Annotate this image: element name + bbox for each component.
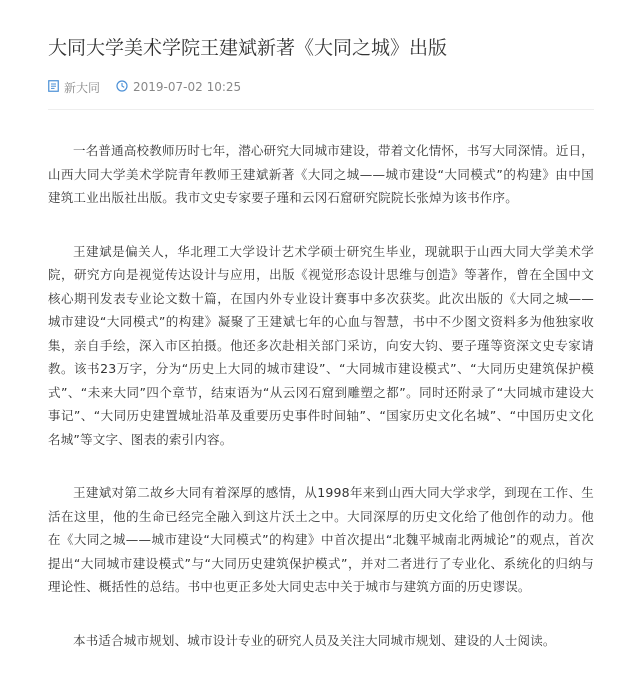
paragraph-1: 一名普通高校教师历时七年，潜心研究大同城市建设，带着文化情怀，书写大同深情。近日，山西大同大学美术学院青年教师王建斌新著《大同之城——城市建设“大同模式”的构建》由中国建筑工业出版社出版。我市文史专家要子瑾和云冈石窟研究院院长张焯为该书作序。: [48, 143, 594, 205]
paragraph-3: 王建斌对第二故乡大同有着深厚的感情，从1998年来到山西大同大学求学，到现在工作、生活在这里，他的生命已经完全融入到这片沃土之中。大同深厚的历史文化给了他创作的动力。他在《大同之城——城市建设“大同模式”的构建》中首次提出“北魏平城南北两城论”的观点，首次提出“大同城市建设模式”与“大同历史建筑保护模式”，并对二者进行了专业化、系统化的归纳与理论性、概括性的总结。书中也更正多处大同史志中关于城市与建筑方面的历史谬误。: [48, 485, 594, 594]
article-title: 大同大学美术学院王建斌新著《大同之城》出版: [48, 37, 448, 59]
meta-divider: [48, 109, 594, 110]
paragraph-4: 本书适合城市规划、城市设计专业的研究人员及关注大同城市规划、建设的人士阅读。: [73, 632, 556, 648]
article-meta: [48, 77, 594, 97]
source-link[interactable]: 新大同: [64, 80, 101, 95]
article-body: [48, 139, 594, 652]
document-icon: [48, 80, 59, 95]
clock-icon: [116, 80, 128, 95]
paragraph-2: 王建斌是偏关人，华北理工大学设计艺术学硕士研究生毕业，现就职于山西大同大学美术学院，研究方向是视觉传达设计与应用，出版《视觉形态设计思维与创造》等著作，曾在全国中文核心期刊发表专业论文数十篇，在国内外专业设计赛事中多次获奖。此次出版的《大同之城——城市建设“大同模式”的构建》凝聚了王建斌七年的心血与智慧，书中不少图文资料多为他独家收集，亲自手绘，深入市区拍摄。他还多次赴相关部门采访，向安大钧、要子瑾等资深文史专家请教。该书23万字，分为“历史上大同的城市建设”、“大同城市建设模式”、“大同历史建筑保护模式”、“未来大同”四个章节，结束语为“从云冈石窟到雕塑之都”。同时还附录了“大同城市建设大事记”、“大同历史建置城址沿革及重要历史事件时间轴”、“国家历史文化名城”、“中国历史文化名城”等文字、图表的索引内容。: [48, 243, 594, 447]
publish-time: 2019-07-02 10:25: [133, 80, 242, 94]
source-meta: [48, 79, 100, 96]
time-meta: [116, 80, 241, 95]
